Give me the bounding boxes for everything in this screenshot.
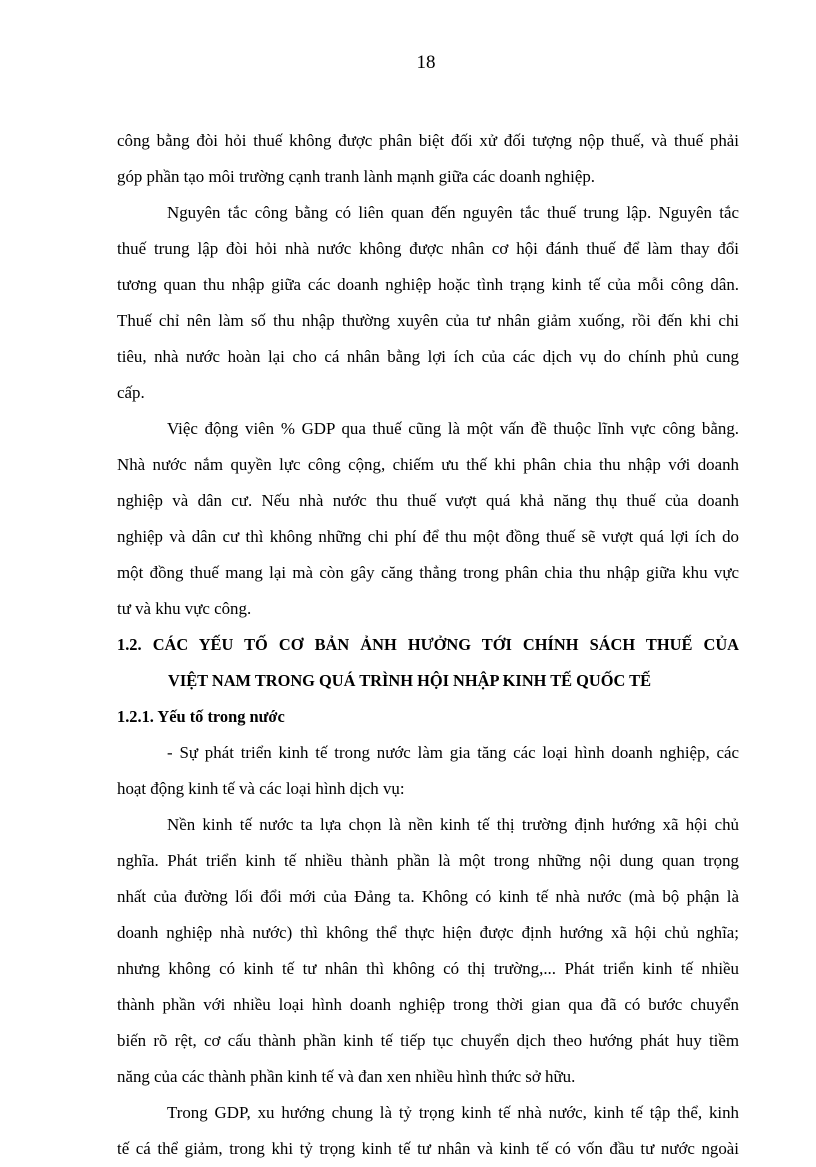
text-line: nhưng không có kinh tế tư nhân thì không có thị trường,... Phát triển kinh tế nhiều bbox=[117, 959, 739, 978]
text-line: Thuế chỉ nên làm số thu nhập thường xuyên của tư nhân giảm xuống, rồi đến khi chi bbox=[117, 311, 739, 330]
text-line: Việc động viên % GDP qua thuế cũng là một vấn đề thuộc lĩnh vực công bằng. bbox=[167, 419, 739, 438]
section-heading: 1.2. CÁC YẾU TỐ CƠ BẢN ẢNH HƯỞNG TỚI CHÍNH SÁCH THUẾ CỦA bbox=[117, 635, 739, 654]
text-line: năng của các thành phần kinh tế và đan xen nhiều hình thức sở hữu. bbox=[117, 1067, 576, 1086]
text-line: doanh nghiệp nhà nước) thì không thể thực hiện được định hướng xã hội chủ nghĩa; bbox=[117, 923, 739, 942]
section-heading-line2: VIỆT NAM TRONG QUÁ TRÌNH HỘI NHẬP KINH TẾ QUỐC TẾ bbox=[168, 671, 652, 690]
text-line: biến rõ rệt, cơ cấu thành phần kinh tế tiếp tục chuyển dịch theo hướng phát huy tiềm bbox=[117, 1031, 739, 1050]
text-line: nghiệp và dân cư. Nếu nhà nước thu thuế vượt quá khả năng thụ thuế của doanh bbox=[117, 491, 739, 510]
text-line: Nền kinh tế nước ta lựa chọn là nền kinh tế thị trường định hướng xã hội chủ bbox=[167, 815, 739, 834]
text-line: nhất của đường lối đổi mới của Đảng ta. Không có kinh tế nhà nước (mà bộ phận là bbox=[117, 887, 739, 906]
text-line: một đồng thuế mang lại mà còn gây căng thẳng trong phân chia thu nhập giữa khu vực bbox=[117, 563, 739, 582]
text-line: Trong GDP, xu hướng chung là tỷ trọng kinh tế nhà nước, kinh tế tập thể, kinh bbox=[167, 1103, 739, 1122]
page-number: 18 bbox=[416, 52, 436, 73]
text-line: hoạt động kinh tế và các loại hình dịch vụ: bbox=[117, 779, 405, 798]
text-line: công bằng đòi hỏi thuế không được phân biệt đối xử đối tượng nộp thuế, và thuế phải bbox=[117, 131, 739, 150]
text-line: tế cá thể giảm, trong khi tỷ trọng kinh tế tư nhân và kinh tế có vốn đầu tư nước ngoài bbox=[117, 1139, 739, 1158]
page-body bbox=[117, 123, 739, 1167]
text-line: tư và khu vực công. bbox=[117, 599, 252, 618]
text-line: cấp. bbox=[117, 383, 145, 402]
text-line: nghiệp và dân cư thì không những chi phí để thu một đồng thuế sẽ vượt quá lợi ích do bbox=[117, 527, 739, 546]
text-line: - Sự phát triển kinh tế trong nước làm gia tăng các loại hình doanh nghiệp, các bbox=[167, 743, 739, 762]
text-line: thành phần với nhiều loại hình doanh nghiệp trong thời gian qua đã có bước chuyển bbox=[117, 995, 739, 1014]
subsection-heading: 1.2.1. Yếu tố trong nước bbox=[117, 707, 285, 726]
text-line: góp phần tạo môi trường cạnh tranh lành mạnh giữa các doanh nghiệp. bbox=[117, 167, 595, 186]
text-line: tiêu, nhà nước hoàn lại cho cá nhân bằng lợi ích của các dịch vụ do chính phủ cung bbox=[117, 347, 739, 366]
text-line: Nguyên tắc công bằng có liên quan đến nguyên tắc thuế trung lập. Nguyên tắc bbox=[167, 203, 739, 222]
text-line: thuế trung lập đòi hỏi nhà nước không được nhân cơ hội đánh thuế để làm thay đổi bbox=[117, 239, 739, 258]
text-line: Nhà nước nắm quyền lực công cộng, chiếm ưu thế khi phân chia thu nhập với doanh bbox=[117, 455, 739, 474]
text-line: nghĩa. Phát triển kinh tế nhiều thành phần là một trong những nội dung quan trọng bbox=[117, 851, 739, 870]
text-line: tương quan thu nhập giữa các doanh nghiệp hoặc tình trạng kinh tế của mỗi công dân. bbox=[117, 275, 739, 294]
